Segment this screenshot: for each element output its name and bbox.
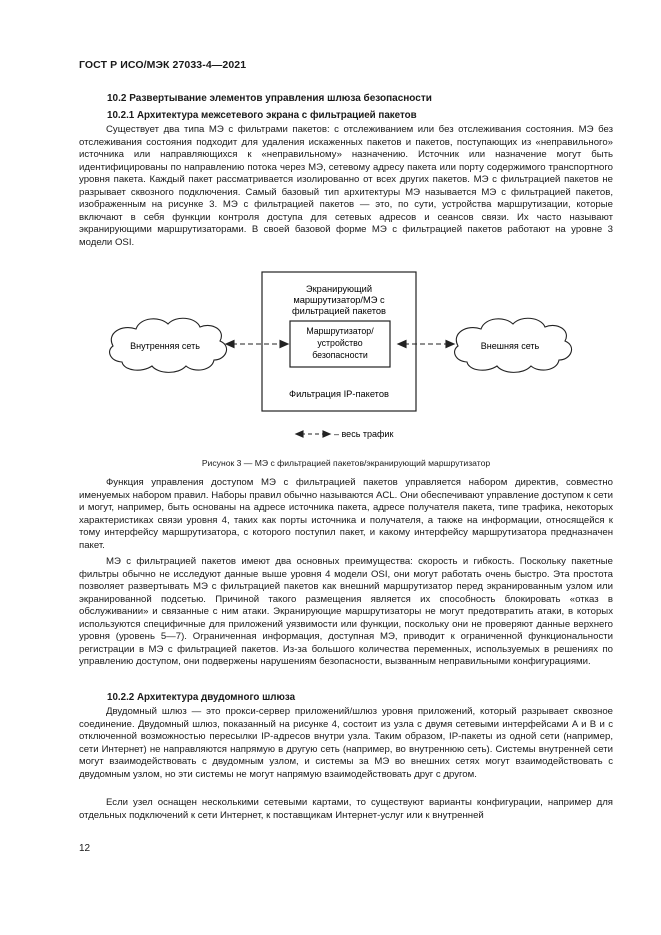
- legend-label: – весь трафик: [334, 429, 394, 439]
- ip-filter-label: Фильтрация IP-пакетов: [289, 389, 389, 399]
- outer-label-line2: маршрутизатор/МЭ с: [293, 295, 385, 305]
- figure-caption: Рисунок 3 — МЭ с фильтрацией пакетов/экранирующий маршрутизатор: [201, 458, 491, 468]
- paragraph-packet-filter-types: Существует два типа МЭ с фильтрами пакетов: с отслеживанием или без отслеживания состояния. МЭ без отслеживания состояния подходит для удаления искаженных пакетов и пакетов, поступающих из «неправильного» источника или направляющихся к «неправильному» назначению. Источник или назначение могут быть идентифицированы по направлению потока через МЭ, сетевому адресу пакета или порту содержимого транспортного уровня пакета. Каждый пакет рассматривается изолированно от всех других пакетов. МЭ с фильтрацией пакетов не разрывает сквозного подключения. Самый базовый тип архитектуры МЭ называется МЭ с фильтрацией пакетов, изображенным на рисунке 3. МЭ с фильтрацией пакетов — это, по сути, устройства маршрутизации, которые включают в себя функции контроля доступа для сетевых адресов и сеансов связи. Их часто называют экранирующими маршрутизаторами. В своей базовой форме МЭ с фильтрацией пакетов работают на уровне 3 модели OSI.: [79, 124, 613, 248]
- inner-label-line3: безопасности: [312, 350, 368, 360]
- paragraph-acl: Функция управления доступом МЭ с фильтрацией пакетов управляется набором директив, совместно именуемых набором правил. Наборы правил обычно называются ACL. Они обеспечивают управление доступом к сети и могут, например, быть основаны на адресе источника пакета, адресе получателя пакета, типе трафика, некоторых характеристиках связи уровня 4, таких как порты источника и получателя, а также на информации, относящейся к тому интерфейсу маршрутизатора, с которого поступил пакет, и какому интерфейсу маршрутизатора предназначен пакет.: [79, 477, 613, 551]
- outer-label-line3: фильтрацией пакетов: [292, 306, 386, 316]
- internal-network-label: Внутренняя сеть: [130, 341, 200, 351]
- outer-label-line1: Экранирующий: [305, 284, 373, 294]
- paragraph-dual-homed: Двудомный шлюз — это прокси-сервер приложений/шлюз уровня приложений, который разрывает сквозное соединение. Двудомный шлюз, показанный на рисунке 4, состоит из узла с двумя сетевыми интерфейсами A и B и с отключенной возможностью пересылки IP-адресов внутри узла. Таким образом, IP-пакеты из одной сети (например, сети Интернет) не направляются напрямую в другую сеть (например, во внутреннюю сеть). Системы внутренней сети могут взаимодействовать с двудомным узлом, и системы за МЭ во внешних сетях могут взаимодействовать с двудомным узлом, но эти системы не могут напрямую взаимодействовать друг с другом.: [79, 706, 613, 780]
- external-network-label: Внешняя сеть: [480, 341, 540, 351]
- traffic-arrow-left: [226, 341, 288, 348]
- page-number: 12: [79, 843, 91, 854]
- paragraph-advantages: МЭ с фильтрацией пакетов имеют два основных преимущества: скорость и гибкость. Поскольку пакетные фильтры обычно не исследуют данные выше уровня 4 модели OSI, они могут работать очень быстро. Эта простота позволяет развертывать МЭ с фильтрацией пакетов как внешний маршрутизатор перед экранированным узлом или экранированной подсетью. Причиной такого размещения является их способность блокировать «отказ в обслуживании» и связанные с ним атаки. Экранирующие маршрутизаторы не могут предотвратить атаки, в которых используются специфичные для приложений уязвимости или функции, поскольку они не проверяют данные верхнего уровня (уровень 5—7). Ограниченная информация, доступная МЭ, приводит к ограниченной функциональности регистрации в МЭ с фильтрацией пакетов. Из-за большого количества переменных, используемых в решениях по управлению доступом, они подвержены нарушениям безопасности, вызванным неправильными конфигурациями.: [79, 556, 613, 668]
- section-10-2-1-title: 10.2.1 Архитектура межсетевого экрана с фильтрацией пакетов: [107, 110, 417, 121]
- figure-3-diagram: [0, 268, 661, 453]
- traffic-arrow-right: [398, 341, 454, 348]
- section-10-2-2-title: 10.2.2 Архитектура двудомного шлюза: [107, 692, 296, 703]
- inner-label-line2: устройство: [317, 338, 363, 348]
- legend-arrow-icon: [296, 431, 330, 437]
- paragraph-multiple-nics: Если узел оснащен несколькими сетевыми картами, то существуют варианты конфигурации, например для отдельных подключений к сети Интернет, к поставщикам Интернет-услуг или к внутренней: [79, 797, 613, 821]
- document-header: ГОСТ Р ИСО/МЭК 27033-4—2021: [79, 59, 247, 71]
- section-10-2-title: 10.2 Развертывание элементов управления шлюза безопасности: [107, 93, 432, 104]
- inner-label-line1: Маршрутизатор/: [306, 326, 374, 336]
